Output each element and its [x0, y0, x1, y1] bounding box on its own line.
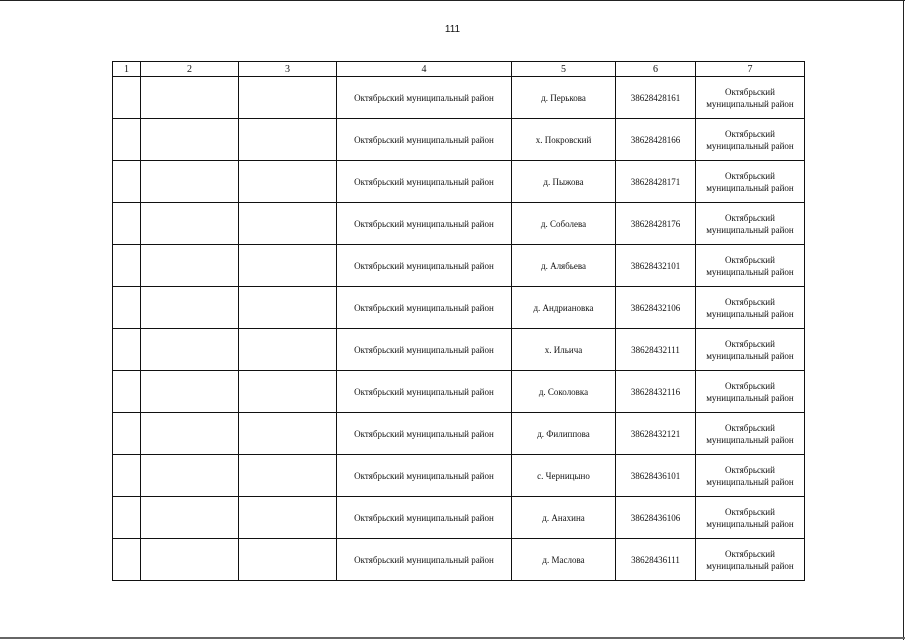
cell-municipality: Октябрьский муниципальный район	[696, 371, 805, 413]
table-row	[113, 203, 805, 245]
cell-municipality: Октябрьский муниципальный район	[696, 161, 805, 203]
cell-district: Октябрьский муниципальный район	[337, 371, 512, 413]
table-row	[113, 455, 805, 497]
cell-col-2	[141, 497, 239, 539]
cell-settlement: д. Перькова	[512, 77, 616, 119]
cell-code: 38628432106	[616, 287, 696, 329]
cell-col-1	[113, 77, 141, 119]
column-header-7: 7	[696, 62, 805, 77]
cell-code: 38628436106	[616, 497, 696, 539]
cell-col-2	[141, 455, 239, 497]
cell-settlement: х. Ильича	[512, 329, 616, 371]
cell-col-3	[239, 77, 337, 119]
cell-municipality: Октябрьский муниципальный район	[696, 77, 805, 119]
cell-settlement: д. Пыжова	[512, 161, 616, 203]
cell-col-2	[141, 77, 239, 119]
cell-code: 38628432101	[616, 245, 696, 287]
cell-col-3	[239, 455, 337, 497]
cell-settlement: д. Алябьева	[512, 245, 616, 287]
cell-col-2	[141, 413, 239, 455]
cell-col-1	[113, 497, 141, 539]
column-header-4: 4	[337, 62, 512, 77]
cell-col-1	[113, 245, 141, 287]
cell-col-1	[113, 455, 141, 497]
cell-col-3	[239, 539, 337, 581]
cell-col-3	[239, 413, 337, 455]
cell-settlement: х. Покровский	[512, 119, 616, 161]
column-header-3: 3	[239, 62, 337, 77]
cell-col-3	[239, 287, 337, 329]
table-row	[113, 329, 805, 371]
cell-col-3	[239, 161, 337, 203]
table-row	[113, 161, 805, 203]
table-row	[113, 413, 805, 455]
cell-col-1	[113, 329, 141, 371]
cell-settlement: с. Черницыно	[512, 455, 616, 497]
column-header-2: 2	[141, 62, 239, 77]
cell-municipality: Октябрьский муниципальный район	[696, 329, 805, 371]
cell-col-1	[113, 119, 141, 161]
table-body	[113, 77, 805, 581]
cell-district: Октябрьский муниципальный район	[337, 245, 512, 287]
cell-col-3	[239, 329, 337, 371]
column-header-6: 6	[616, 62, 696, 77]
cell-code: 38628432121	[616, 413, 696, 455]
cell-code: 38628428171	[616, 161, 696, 203]
cell-col-3	[239, 245, 337, 287]
cell-municipality: Октябрьский муниципальный район	[696, 119, 805, 161]
cell-district: Октябрьский муниципальный район	[337, 413, 512, 455]
column-header-5: 5	[512, 62, 616, 77]
cell-municipality: Октябрьский муниципальный район	[696, 497, 805, 539]
cell-code: 38628428161	[616, 77, 696, 119]
cell-col-1	[113, 539, 141, 581]
table-row	[113, 539, 805, 581]
cell-code: 38628432116	[616, 371, 696, 413]
cell-settlement: д. Филиппова	[512, 413, 616, 455]
cell-settlement: д. Маслова	[512, 539, 616, 581]
cell-code: 38628428166	[616, 119, 696, 161]
table-row	[113, 119, 805, 161]
page-number: 111	[444, 24, 461, 35]
cell-col-3	[239, 497, 337, 539]
table-row	[113, 287, 805, 329]
cell-col-2	[141, 371, 239, 413]
cell-col-2	[141, 119, 239, 161]
cell-col-1	[113, 161, 141, 203]
cell-municipality: Октябрьский муниципальный район	[696, 413, 805, 455]
cell-municipality: Октябрьский муниципальный район	[696, 245, 805, 287]
cell-col-2	[141, 329, 239, 371]
page-border-bottom	[0, 637, 905, 639]
cell-col-1	[113, 287, 141, 329]
table-header-row	[113, 62, 805, 77]
cell-district: Октябрьский муниципальный район	[337, 497, 512, 539]
cell-col-3	[239, 203, 337, 245]
column-header-1: 1	[113, 62, 141, 77]
table-row	[113, 497, 805, 539]
cell-settlement: д. Соколовка	[512, 371, 616, 413]
cell-col-1	[113, 371, 141, 413]
cell-col-2	[141, 539, 239, 581]
cell-col-2	[141, 203, 239, 245]
cell-col-1	[113, 203, 141, 245]
page-border-top	[0, 0, 905, 1]
data-table	[112, 61, 805, 581]
cell-settlement: д. Андриановка	[512, 287, 616, 329]
cell-code: 38628436101	[616, 455, 696, 497]
cell-col-1	[113, 413, 141, 455]
cell-col-3	[239, 371, 337, 413]
cell-col-2	[141, 245, 239, 287]
cell-district: Октябрьский муниципальный район	[337, 329, 512, 371]
table-row	[113, 371, 805, 413]
cell-code: 38628428176	[616, 203, 696, 245]
cell-col-2	[141, 161, 239, 203]
cell-district: Октябрьский муниципальный район	[337, 203, 512, 245]
cell-municipality: Октябрьский муниципальный район	[696, 203, 805, 245]
cell-municipality: Октябрьский муниципальный район	[696, 287, 805, 329]
table-row	[113, 245, 805, 287]
page-border-right	[903, 0, 904, 640]
cell-district: Октябрьский муниципальный район	[337, 287, 512, 329]
cell-code: 38628436111	[616, 539, 696, 581]
cell-settlement: д. Соболева	[512, 203, 616, 245]
cell-municipality: Октябрьский муниципальный район	[696, 455, 805, 497]
cell-district: Октябрьский муниципальный район	[337, 455, 512, 497]
cell-code: 38628432111	[616, 329, 696, 371]
cell-district: Октябрьский муниципальный район	[337, 161, 512, 203]
table-row	[113, 77, 805, 119]
cell-district: Октябрьский муниципальный район	[337, 539, 512, 581]
cell-col-3	[239, 119, 337, 161]
cell-settlement: д. Анахина	[512, 497, 616, 539]
cell-col-2	[141, 287, 239, 329]
cell-municipality: Октябрьский муниципальный район	[696, 539, 805, 581]
cell-district: Октябрьский муниципальный район	[337, 77, 512, 119]
cell-district: Октябрьский муниципальный район	[337, 119, 512, 161]
